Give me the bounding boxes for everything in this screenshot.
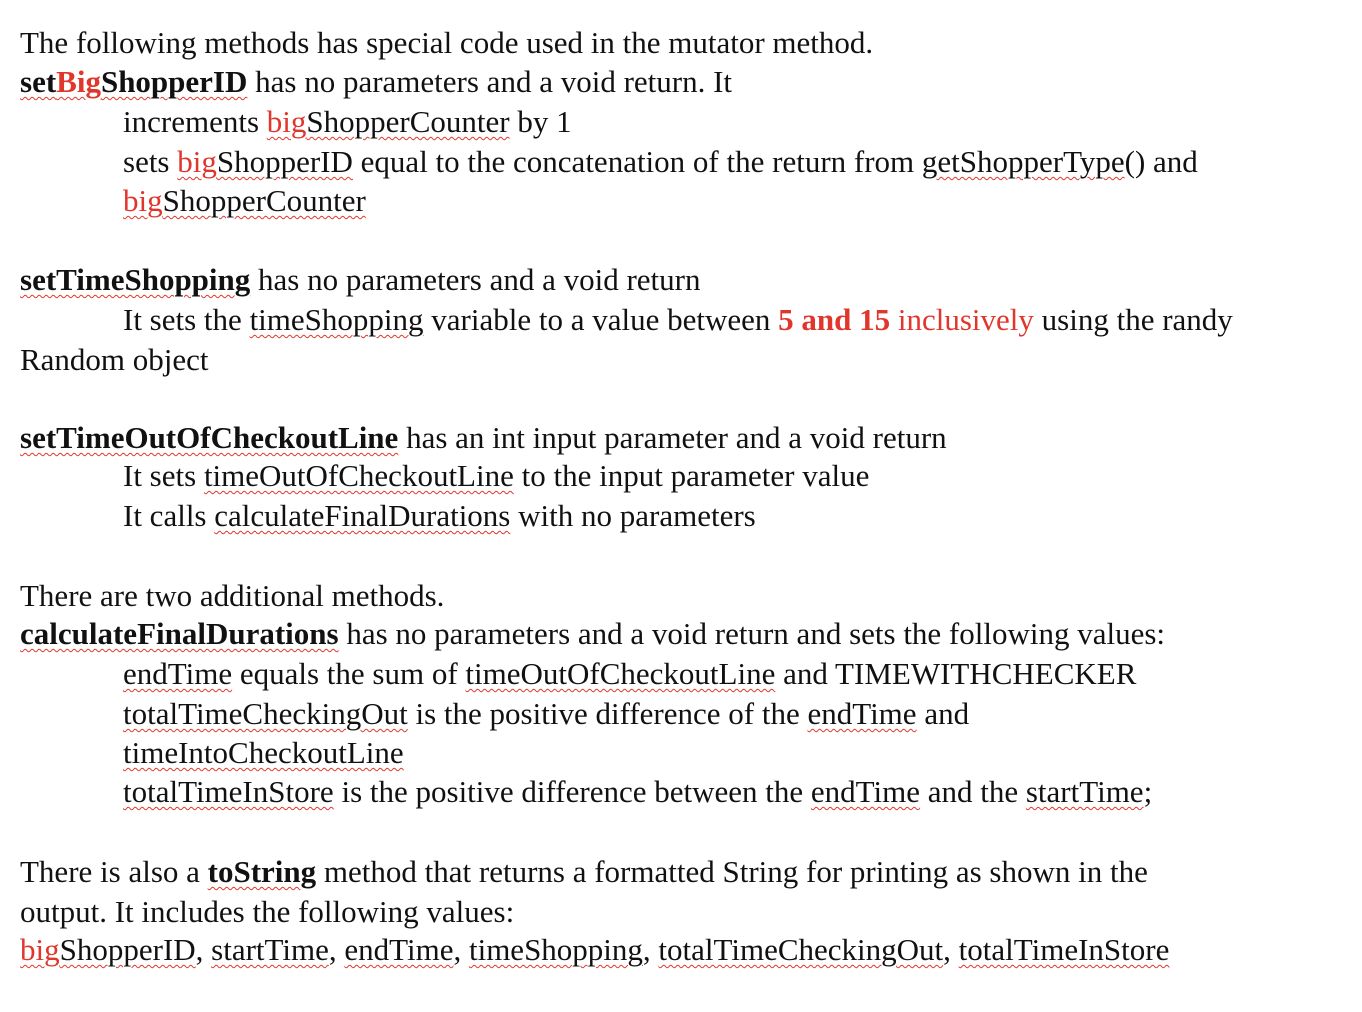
var-endTime: endTime — [344, 932, 454, 967]
var-bigShopperID: bigShopperID — [20, 932, 196, 967]
var-bigShopperCounter: bigShopperCounter — [123, 183, 366, 218]
set-time-out-line-1: It sets timeOutOfCheckoutLine to the input parameter value — [123, 458, 870, 493]
to-string-line-1: There is also a toString method that returns a formatted String for printing as shown in the — [20, 854, 1148, 889]
set-big-shopper-id-heading: setBigShopperID has no parameters and a void return. It — [20, 64, 733, 99]
to-string-values-line: bigShopperID, startTime, endTime, timeShopping, totalTimeCheckingOut, totalTimeInStore — [20, 932, 1170, 967]
calculate-line-1: endTime equals the sum of timeOutOfCheckoutLine and TIMEWITHCHECKER — [123, 656, 1137, 691]
var-totalTimeInStore: totalTimeInStore — [123, 774, 334, 809]
var-totalTimeCheckingOut: totalTimeCheckingOut — [658, 932, 944, 967]
set-time-out-heading: setTimeOutOfCheckoutLine has an int input parameter and a void return — [20, 420, 947, 455]
method-name-setBigShopperID: setBigShopperID — [20, 64, 248, 99]
calculate-final-durations-heading: calculateFinalDurations has no parameters and a void return and sets the following values: — [20, 616, 1166, 651]
set-time-shopping-line-1: It sets the timeShopping variable to a value between 5 and 15 inclusively using the randy — [123, 302, 1233, 337]
var-bigShopperCounter: bigShopperCounter — [266, 104, 510, 139]
set-big-shopper-id-line-3 — [123, 182, 366, 220]
method-getShopperType: getShopperType — [921, 144, 1125, 179]
method-name-setTimeShopping: setTimeShopping — [20, 262, 251, 297]
intro-line: The following methods has special code used in the mutator method. — [20, 25, 874, 60]
calculate-line-3 — [123, 734, 404, 772]
set-time-out-line-2: It calls calculateFinalDurations with no parameters — [123, 498, 756, 533]
var-timeIntoCheckoutLine: timeIntoCheckoutLine — [123, 735, 404, 770]
var-timeShopping: timeShopping — [468, 932, 643, 967]
var-timeShopping: timeShopping — [249, 302, 424, 337]
set-time-shopping-line-2: Random object — [20, 342, 209, 377]
var-totalTimeInStore: totalTimeInStore — [958, 932, 1170, 967]
var-bigShopperID: bigShopperID — [177, 144, 353, 179]
var-endTime: endTime — [123, 656, 233, 691]
var-endTime: endTime — [810, 774, 920, 809]
to-string-line-2: output. It includes the following values: — [20, 894, 515, 929]
method-name-calculateFinalDurations: calculateFinalDurations — [20, 616, 339, 651]
additional-methods-line: There are two additional methods. — [20, 578, 445, 613]
var-startTime: startTime — [211, 932, 329, 967]
calculate-line-4: totalTimeInStore is the positive difference between the endTime and the startTime; — [123, 774, 1153, 809]
method-name-toString: toString — [207, 854, 317, 889]
set-big-shopper-id-line-1: increments bigShopperCounter by 1 — [123, 104, 572, 139]
var-endTime: endTime — [807, 696, 917, 731]
set-big-shopper-id-line-2: sets bigShopperID equal to the concatenation of the return from getShopperType() and — [123, 144, 1198, 179]
set-time-shopping-heading: setTimeShopping has no parameters and a void return — [20, 262, 701, 297]
calculate-line-2: totalTimeCheckingOut is the positive difference of the endTime and — [123, 696, 970, 731]
method-name-setTimeOutOfCheckoutLine: setTimeOutOfCheckoutLine — [20, 420, 399, 455]
var-totalTimeCheckingOut: totalTimeCheckingOut — [123, 696, 408, 731]
var-timeOutOfCheckoutLine: timeOutOfCheckoutLine — [203, 458, 514, 493]
range-highlight: 5 and 15 — [778, 302, 891, 337]
var-startTime: startTime — [1025, 774, 1144, 809]
var-timeOutOfCheckoutLine: timeOutOfCheckoutLine — [465, 656, 776, 691]
method-calculateFinalDurations: calculateFinalDurations — [214, 498, 511, 533]
